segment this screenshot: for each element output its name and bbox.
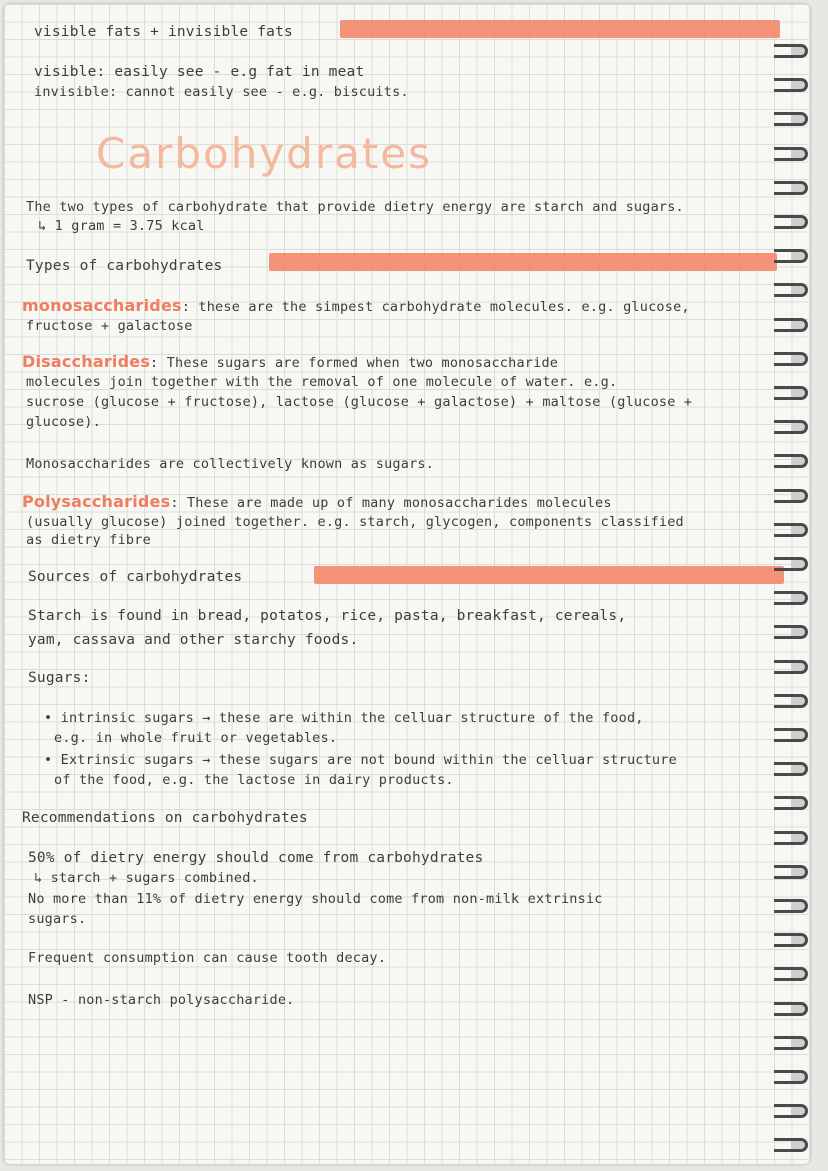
intrinsic-line-1: • intrinsic sugars → these are within the celluar structure of the food, xyxy=(44,710,644,726)
disaccharides-term: Disaccharides xyxy=(22,352,151,371)
sources-highlight-bar xyxy=(314,566,784,584)
disaccharides-line-4: glucose). xyxy=(26,414,101,430)
invisible-fats-text: invisible: cannot easily see - e.g. biscuits. xyxy=(34,84,409,100)
spiral-ring xyxy=(774,865,808,879)
intro-line-1: The two types of carbohydrate that provide dietry energy are starch and sugars. xyxy=(26,199,684,215)
page-title: Carbohydrates xyxy=(96,129,433,178)
spiral-ring xyxy=(774,557,808,571)
polysaccharides-line-3: as dietry fibre xyxy=(26,532,151,548)
spiral-ring xyxy=(774,933,808,947)
spiral-ring xyxy=(774,625,808,639)
spiral-ring xyxy=(774,283,808,297)
spiral-ring xyxy=(774,454,808,468)
spiral-ring xyxy=(774,489,808,503)
spiral-ring xyxy=(774,1104,808,1118)
spiral-ring xyxy=(774,1138,808,1152)
spiral-ring xyxy=(774,215,808,229)
monosaccharides-term: monosaccharides xyxy=(22,296,182,315)
disaccharides-line-2: molecules join together with the removal of one molecule of water. e.g. xyxy=(26,374,618,390)
polysaccharides-definition: : These are made up of many monosaccharides molecules xyxy=(170,495,612,511)
polysaccharides-line-2: (usually glucose) joined together. e.g. starch, glycogen, components classified xyxy=(26,514,684,530)
spiral-ring xyxy=(774,249,808,263)
spiral-ring xyxy=(774,831,808,845)
spiral-ring xyxy=(774,181,808,195)
intrinsic-line-2: e.g. in whole fruit or vegetables. xyxy=(54,730,338,746)
recommendation-line-1: 50% of dietry energy should come from carbohydrates xyxy=(28,850,484,866)
monosaccharides-line-2: fructose + galactose xyxy=(26,318,193,334)
spiral-ring xyxy=(774,1036,808,1050)
spiral-ring xyxy=(774,352,808,366)
recommendations-heading: Recommendations on carbohydrates xyxy=(22,810,308,826)
recommendation-line-3: No more than 11% of dietry energy should come from non-milk extrinsic xyxy=(28,891,603,907)
spiral-ring xyxy=(774,1070,808,1084)
spiral-ring xyxy=(774,523,808,537)
spiral-ring xyxy=(774,44,808,58)
disaccharides-line-3: sucrose (glucose + fructose), lactose (glucose + galactose) + maltose (glucose + xyxy=(26,394,693,410)
fats-heading: visible fats + invisible fats xyxy=(34,24,293,40)
spiral-binding xyxy=(770,34,810,1164)
fats-highlight-bar xyxy=(340,20,780,38)
monosaccharides-line-1 xyxy=(22,296,690,315)
starch-line-1: Starch is found in bread, potatos, rice, pasta, breakfast, cereals, xyxy=(28,608,627,624)
sources-heading: Sources of carbohydrates xyxy=(28,569,243,585)
spiral-ring xyxy=(774,967,808,981)
monosaccharides-note: Monosaccharides are collectively known as sugars. xyxy=(26,456,435,472)
sugars-label: Sugars: xyxy=(28,670,91,686)
spiral-ring xyxy=(774,1002,808,1016)
nsp-note: NSP - non-starch polysaccharide. xyxy=(28,992,295,1008)
extrinsic-line-2: of the food, e.g. the lactose in dairy products. xyxy=(54,772,454,788)
spiral-ring xyxy=(774,796,808,810)
spiral-ring xyxy=(774,78,808,92)
spiral-ring xyxy=(774,728,808,742)
monosaccharides-definition: : these are the simpest carbohydrate molecules. e.g. glucose, xyxy=(181,299,690,315)
intro-line-2: ↳ 1 gram = 3.75 kcal xyxy=(38,218,205,234)
spiral-ring xyxy=(774,660,808,674)
spiral-ring xyxy=(774,762,808,776)
spiral-ring xyxy=(774,591,808,605)
extrinsic-line-1: • Extrinsic sugars → these sugars are not bound within the celluar structure xyxy=(44,752,677,768)
spiral-ring xyxy=(774,112,808,126)
tooth-decay-note: Frequent consumption can cause tooth decay. xyxy=(28,950,387,966)
spiral-ring xyxy=(774,899,808,913)
starch-line-2: yam, cassava and other starchy foods. xyxy=(28,632,359,648)
spiral-ring xyxy=(774,694,808,708)
spiral-ring xyxy=(774,386,808,400)
types-highlight-bar xyxy=(269,253,777,271)
disaccharides-line-1 xyxy=(22,352,558,371)
notebook-page xyxy=(4,4,810,1164)
types-heading: Types of carbohydrates xyxy=(26,258,223,274)
spiral-ring xyxy=(774,147,808,161)
polysaccharides-line-1 xyxy=(22,492,612,511)
visible-fats-text: visible: easily see - e.g fat in meat xyxy=(34,64,365,80)
spiral-ring xyxy=(774,318,808,332)
spiral-ring xyxy=(774,420,808,434)
disaccharides-definition: : These sugars are formed when two monosaccharide xyxy=(150,355,559,371)
polysaccharides-term: Polysaccharides xyxy=(22,492,171,511)
recommendation-line-4: sugars. xyxy=(28,911,87,927)
recommendation-line-2: ↳ starch + sugars combined. xyxy=(34,870,259,886)
